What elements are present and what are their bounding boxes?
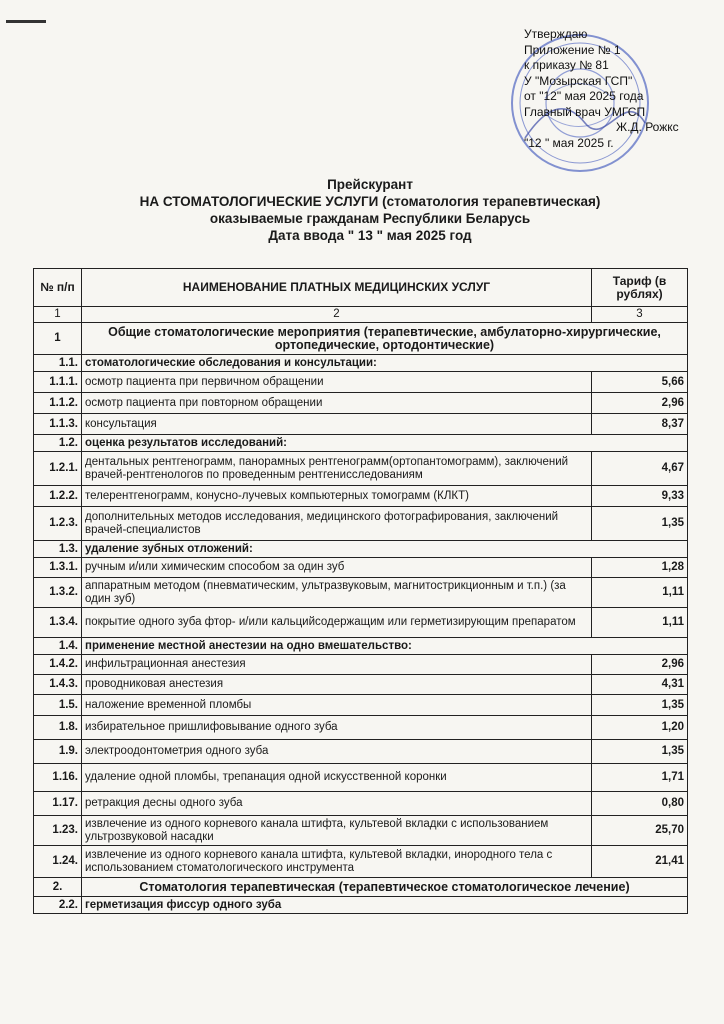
table-row [34,816,688,846]
title-line-1: Прейскурант [327,177,413,192]
service-name: извлечение из одного корневого канала штифта, культевой вкладки, инородного тела с использованием стоматологического инструмента [82,846,592,878]
row-number: 1.16. [34,764,82,792]
table-row [34,486,688,507]
approval-line: У "Мозырская ГСП" [524,73,633,88]
row-number: 1.1.1. [34,372,82,393]
row-number: 1.2.3. [34,507,82,541]
table-row [34,638,688,655]
row-number: 1.3.1. [34,558,82,578]
service-name: осмотр пациента при первичном обращении [82,372,592,393]
approval-line: "12 " мая 2025 г. [524,135,614,150]
table-row [34,355,688,372]
approval-line: Утверждаю [524,27,588,41]
row-number: 1.1. [34,355,82,372]
tariff-value: 1,20 [592,716,688,740]
document-title [40,176,700,244]
row-number: 1.3.4. [34,608,82,638]
row-number: 1.2.2. [34,486,82,507]
table-row [34,452,688,486]
row-number: 1.24. [34,846,82,878]
approval-line: к приказу № 81 [524,58,609,72]
table-row [34,541,688,558]
table-row [34,792,688,816]
service-name: оценка результатов исследований: [82,435,688,452]
title-line-2: НА СТОМАТОЛОГИЧЕСКИЕ УСЛУГИ (стоматология терапевтическая) [139,194,601,209]
header-num: № п/п [34,269,82,307]
table-row [34,608,688,638]
table-row [34,740,688,764]
service-name: Стоматология терапевтическая (терапевтическое стоматологическое лечение) [82,878,688,897]
row-number: 1.1.3. [34,414,82,435]
tariff-value: 1,28 [592,558,688,578]
tariff-value: 25,70 [592,816,688,846]
tariff-value: 2,96 [592,393,688,414]
table-row [34,435,688,452]
row-number: 1.4. [34,638,82,655]
tariff-value: 21,41 [592,846,688,878]
approval-line: Главный врач УМГСП [524,104,646,119]
tariff-value: 1,11 [592,608,688,638]
service-name: наложение временной пломбы [82,695,592,716]
tariff-value: 1,35 [592,740,688,764]
service-name: Общие стоматологические мероприятия (терапевтические, амбулаторно-хирургические, ортопедические, ортодонтические) [82,323,688,355]
title-line-3: оказываемые гражданам Республики Беларусь [209,211,531,226]
scan-mark [6,20,46,23]
service-name: проводниковая анестезия [82,675,592,695]
table-row [34,558,688,578]
row-number: 1.2.1. [34,452,82,486]
table-row [34,414,688,435]
row-number: 1.4.2. [34,655,82,675]
service-name: избирательное пришлифовывание одного зуба [82,716,592,740]
approval-line: Приложение № 1 [524,42,621,57]
tariff-value: 9,33 [592,486,688,507]
row-number: 1.4.3. [34,675,82,695]
row-number: 1.23. [34,816,82,846]
service-name: осмотр пациента при повторном обращении [82,393,592,414]
table-row [34,372,688,393]
row-number: 1.5. [34,695,82,716]
service-name: инфильтрационная анестезия [82,655,592,675]
tariff-value: 0,80 [592,792,688,816]
service-name: телерентгенограмм, конусно-лучевых компьютерных томограмм (КЛКТ) [82,486,592,507]
table-row [34,507,688,541]
tariff-value: 1,35 [592,507,688,541]
header-tariff: Тариф (в рублях) [592,269,688,307]
tariff-value: 4,31 [592,675,688,695]
service-name: удаление зубных отложений: [82,541,688,558]
tariff-value: 2,96 [592,655,688,675]
row-number: 1.2. [34,435,82,452]
row-number: 1.9. [34,740,82,764]
service-name: удаление одной пломбы, трепанация одной искусственной коронки [82,764,592,792]
row-number: 1.8. [34,716,82,740]
tariff-value: 4,67 [592,452,688,486]
header-name: НАИМЕНОВАНИЕ ПЛАТНЫХ МЕДИЦИНСКИХ УСЛУГ [82,269,592,307]
table-row [34,897,688,914]
row-number: 2. [34,878,82,897]
service-name: ручным и/или химическим способом за один зуб [82,558,592,578]
table-row [34,578,688,608]
table-row [34,675,688,695]
service-name: дентальных рентгенограмм, панорамных рентгенограмм(ортопантомограмм), заключений врачей-рентгенологов по проведенным рентгенисследованиям [82,452,592,486]
row-number: 1.17. [34,792,82,816]
service-name: дополнительных методов исследования, медицинского фотографирования, заключений врачей-специалистов [82,507,592,541]
row-number: 2.2. [34,897,82,914]
approval-block [524,27,720,151]
service-name: извлечение из одного корневого канала штифта, культевой вкладки с использованием ультрозвуковой насадки [82,816,592,846]
row-number: 1 [34,323,82,355]
tariff-value: 1,71 [592,764,688,792]
tariff-value: 1,11 [592,578,688,608]
service-name: покрытие одного зуба фтор- и/или кальцийсодержащим или герметизирующим препаратом [82,608,592,638]
service-name: электроодонтометрия одного зуба [82,740,592,764]
price-table [33,268,688,914]
tariff-value: 1,35 [592,695,688,716]
service-name: ретракция десны одного зуба [82,792,592,816]
approval-line: Ж.Д. Рожкс [616,120,679,134]
tariff-value: 5,66 [592,372,688,393]
table-row [34,716,688,740]
service-name: стоматологические обследования и консультации: [82,355,688,372]
table-row [34,846,688,878]
service-name: применение местной анестезии на одно вмешательство: [82,638,688,655]
title-line-4: Дата ввода " 13 " мая 2025 год [268,228,472,243]
table-row [34,878,688,897]
service-name: аппаратным методом (пневматическим, ультразвуковым, магнитострикционным и т.п.) (за один зуб) [82,578,592,608]
colnum: 3 [592,307,688,323]
service-name: консультация [82,414,592,435]
colnum: 2 [82,307,592,323]
row-number: 1.3. [34,541,82,558]
colnum: 1 [34,307,82,323]
table-row [34,764,688,792]
table-row [34,323,688,355]
service-name: герметизация фиссур одного зуба [82,897,688,914]
approval-line: от "12" мая 2025 года [524,89,644,103]
tariff-value: 8,37 [592,414,688,435]
table-row [34,695,688,716]
table-row [34,655,688,675]
table-row [34,393,688,414]
row-number: 1.3.2. [34,578,82,608]
row-number: 1.1.2. [34,393,82,414]
